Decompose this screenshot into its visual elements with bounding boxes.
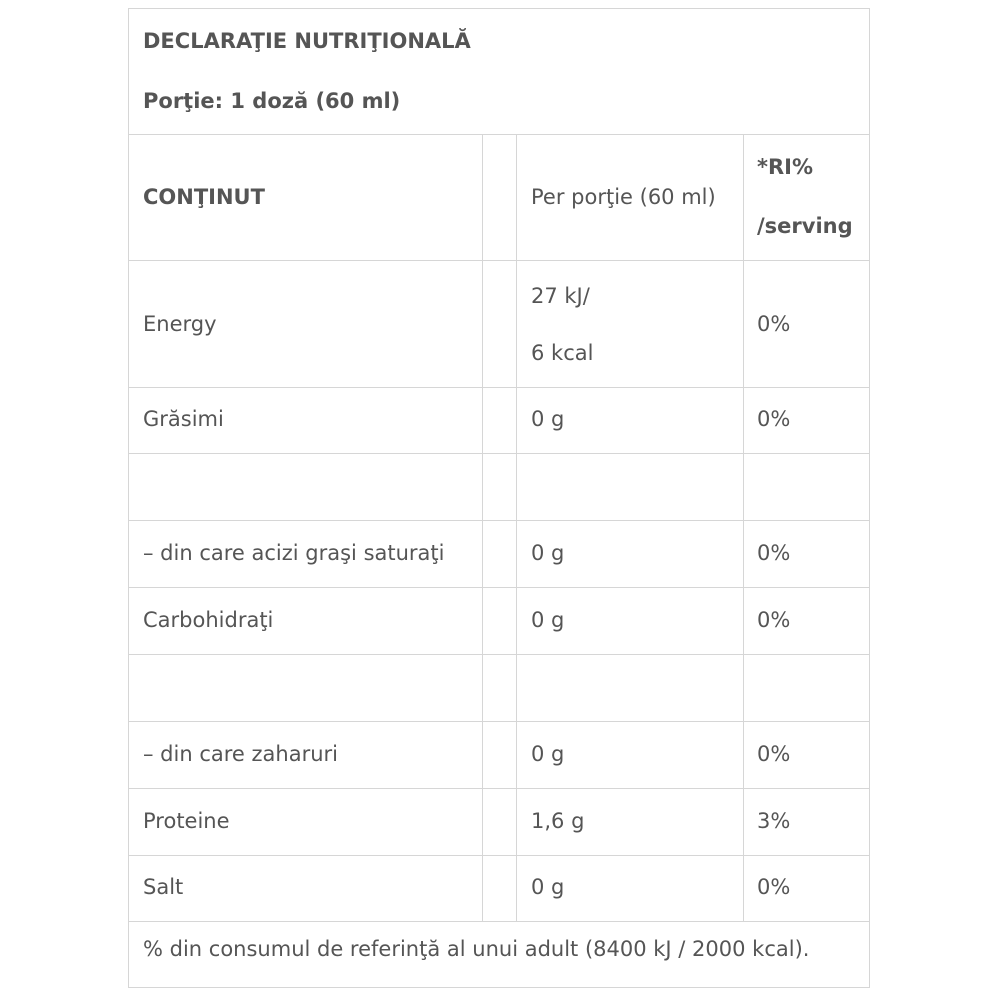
row-carbohydrates-ri: 0% [757, 608, 791, 632]
row-energy-value-kj: 27 kJ/ [531, 284, 590, 308]
row-carbohydrates-value: 0 g [531, 608, 565, 632]
row-saturated-fat-name: – din care acizi graşi saturaţi [143, 541, 445, 565]
column-divider [482, 135, 483, 921]
row-energy-ri: 0% [757, 312, 791, 336]
row-sugars-name: – din care zaharuri [143, 742, 338, 766]
column-header-ri-line2: /serving [757, 214, 853, 238]
column-divider [516, 135, 517, 921]
row-fat-name: Grăsimi [143, 407, 224, 431]
column-header-ri-line1: *RI% [757, 155, 814, 179]
row-sugars-value: 0 g [531, 742, 565, 766]
row-protein-ri: 3% [757, 809, 791, 833]
row-fat-value: 0 g [531, 407, 565, 431]
nutrition-panel [128, 8, 870, 988]
row-protein-value: 1,6 g [531, 809, 585, 833]
row-protein-name: Proteine [143, 809, 230, 833]
row-divider [129, 260, 869, 261]
row-energy-value-kcal: 6 kcal [531, 341, 594, 365]
portion-label: Porţie: 1 doză (60 ml) [143, 89, 401, 113]
reference-intake-footnote: % din consumul de referinţă al unui adult (8400 kJ / 2000 kcal). [143, 937, 810, 961]
column-divider [743, 135, 744, 921]
row-divider [129, 453, 869, 454]
table-bottom-border [129, 921, 869, 922]
row-divider [129, 855, 869, 856]
row-divider [129, 587, 869, 588]
row-saturated-fat-value: 0 g [531, 541, 565, 565]
row-divider [129, 721, 869, 722]
row-sugars-ri: 0% [757, 742, 791, 766]
row-divider [129, 520, 869, 521]
row-salt-ri: 0% [757, 875, 791, 899]
column-header-per-portion: Per porţie (60 ml) [531, 185, 716, 209]
column-header-content: CONŢINUT [143, 185, 265, 209]
row-divider [129, 788, 869, 789]
row-salt-name: Salt [143, 875, 184, 899]
nutrition-title: DECLARAŢIE NUTRIŢIONALĂ [143, 29, 471, 53]
nutrition-header [129, 9, 869, 135]
row-energy-name: Energy [143, 312, 217, 336]
row-fat-ri: 0% [757, 407, 791, 431]
row-saturated-fat-ri: 0% [757, 541, 791, 565]
row-divider [129, 387, 869, 388]
row-salt-value: 0 g [531, 875, 565, 899]
row-divider [129, 654, 869, 655]
row-carbohydrates-name: Carbohidraţi [143, 608, 274, 632]
